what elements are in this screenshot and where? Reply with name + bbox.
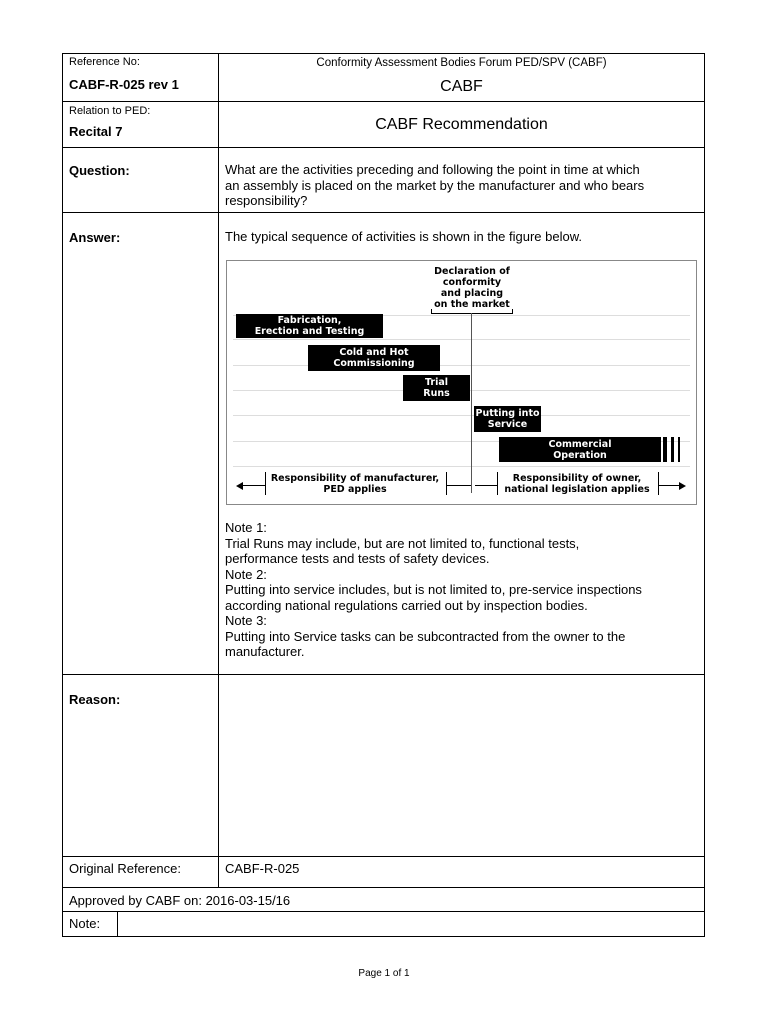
note-line: according national regulations carried out by inspection bodies. [225,597,588,613]
arrow-right-line [658,485,680,486]
note-label: Note: [69,916,101,931]
fabrication-bar [236,314,383,338]
answer-label: Answer: [69,230,121,245]
table-border-left [62,53,63,937]
bar-text: Commissioning [333,358,415,369]
row-divider [62,212,705,213]
bar-text: Service [487,419,528,430]
table-border-right [704,53,705,937]
note-line: Note 2: [225,566,267,582]
question-line: an assembly is placed on the market by the manufacturer and who bears [225,177,645,193]
question-line: responsibility? [225,193,308,208]
org-short-name: CABF [440,78,483,95]
bar-text: Putting into [475,408,540,419]
reference-value: CABF-R-025 rev 1 [69,77,179,92]
bar-text: Fabrication, [277,315,342,326]
page-number: Page 1 of 1 [358,968,410,979]
grid-line [233,365,690,366]
note-line: Note 3: [225,613,267,628]
resp-line: PED applies [323,484,387,495]
approval-date: Approved by CABF on: 2016-03-15/16 [69,893,291,908]
row-divider [62,674,705,675]
putting-into-service-bar [474,406,541,432]
arrow-right-head [679,482,686,490]
question-line: What are the activities preceding and following the point in time at which [225,162,640,177]
grid-line [233,415,690,416]
bar-text: Trial [424,377,449,388]
resp-manufacturer-label [265,473,445,495]
row-divider [62,147,705,148]
bar-text: Operation [553,449,607,461]
row-divider [62,101,705,102]
original-reference-label: Original Reference: [69,861,181,876]
relation-value: Recital 7 [69,124,123,139]
milestone-line: conformity [442,277,502,288]
grid-line [233,466,690,467]
bar-tail [671,437,674,462]
bar-tail [678,437,680,462]
column-divider [218,53,219,887]
arrow-mid-line [475,485,497,486]
grid-line [233,339,690,340]
answer-intro: The typical sequence of activities is shown in the figure below. [225,229,582,244]
note-line: Putting into Service tasks can be subcontracted from the owner to the [225,628,626,644]
note-divider [117,911,118,937]
arrow-mid-line [446,485,471,486]
bar-text: Runs [423,388,450,399]
milestone-line: and placing [440,288,504,299]
sequence-figure [226,260,697,505]
milestone-label [405,266,539,310]
commercial-operation-bar [499,437,661,462]
resp-line: Responsibility of manufacturer, [270,473,440,484]
commissioning-bar [308,345,440,371]
resp-line: Responsibility of owner, [512,473,642,484]
question-label: Question: [69,163,130,178]
milestone-bracket [431,309,513,314]
original-reference-value: CABF-R-025 [225,861,300,876]
milestone-line: Declaration of [434,266,510,277]
page-title: CABF Recommendation [375,116,548,133]
bar-text: Commercial [548,438,612,450]
note-line: performance tests and tests of safety devices. [225,551,490,566]
row-divider [62,887,705,888]
row-divider [62,856,705,857]
note-line: Note 1: [225,520,267,535]
milestone-line-vertical [471,313,472,493]
note-line: manufacturer. [225,644,305,659]
note-line: Putting into service includes, but is not limited to, pre-service inspections [225,582,642,597]
reason-label: Reason: [69,692,121,707]
bar-text: Erection and Testing [254,326,365,337]
milestone-line: on the market [434,299,510,310]
table-border-bottom [62,936,705,937]
trial-runs-bar [403,375,470,401]
bar-text: Cold and Hot [339,347,409,358]
arrow-left-head [236,482,243,490]
resp-line: national legislation applies [504,484,650,495]
relation-label: Relation to PED: [69,105,151,117]
arrow-left-line [241,485,265,486]
reference-label: Reference No: [69,56,140,68]
table-border-top [62,53,705,54]
bar-tail [663,437,667,462]
note-line: Trial Runs may include, but are not limited to, functional tests, [225,535,580,551]
row-divider [62,911,705,912]
resp-owner-label [497,473,657,495]
forum-name: Conformity Assessment Bodies Forum PED/SPV (CABF) [316,57,607,69]
